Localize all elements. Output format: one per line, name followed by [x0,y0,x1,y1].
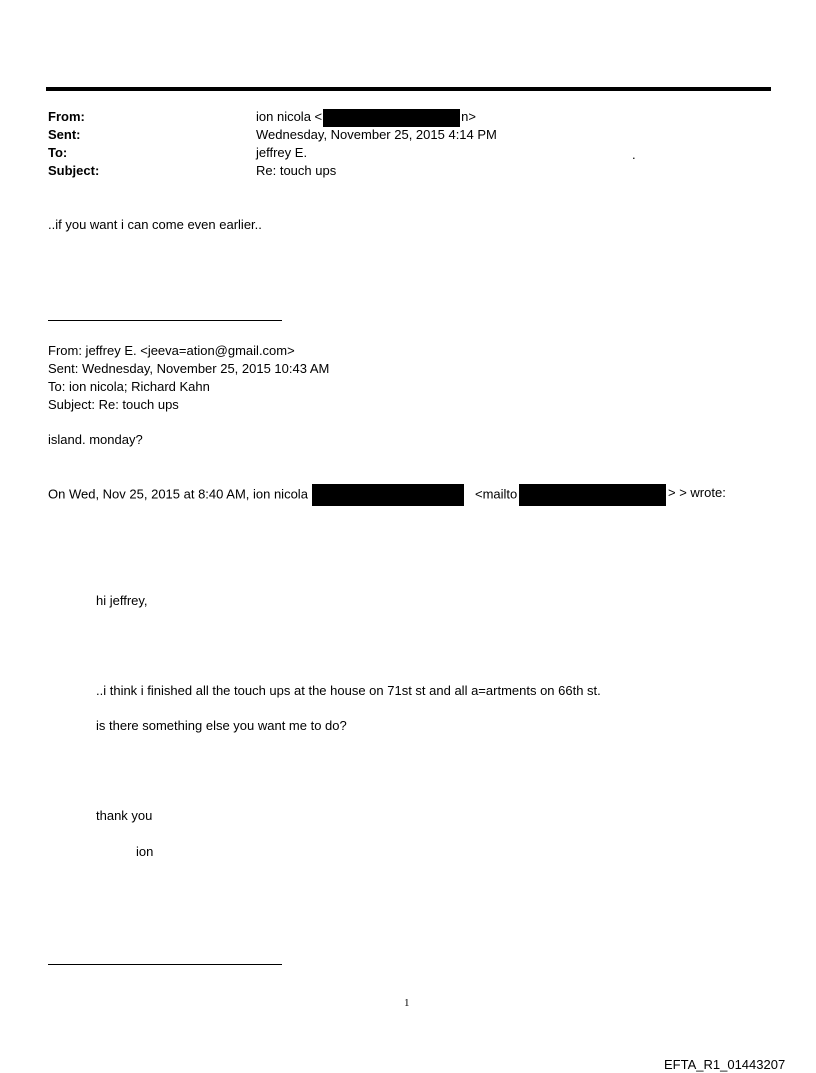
quoted-subject: Subject: Re: touch ups [48,397,179,412]
subject-label: Subject: [48,163,100,178]
sent-value: Wednesday, November 25, 2015 4:14 PM [256,127,497,142]
stray-mark: . [632,147,636,162]
from-name: ion nicola < [256,109,323,124]
quote-separator [48,320,282,321]
attribution-mailto-group [475,484,666,506]
signature: ion [136,844,154,859]
from-label: From: [48,109,85,124]
attribution-prefix: On Wed, Nov 25, 2015 at 8:40 AM, ion nicola [48,486,308,502]
sent-label: Sent: [48,127,81,142]
quoted-body: island. monday? [48,432,143,447]
from-value [256,108,476,127]
quoted-to: To: ion nicola; Richard Kahn [48,379,210,394]
redaction-box [519,484,666,506]
greeting: hi jeffrey, [96,593,148,608]
redaction-box [312,484,464,506]
header-rule [46,87,771,91]
redaction-box [323,109,460,127]
document-id: EFTA_R1_01443207 [664,1057,786,1072]
closing: thank you [96,808,153,823]
subject-value: Re: touch ups [256,163,337,178]
to-label: To: [48,145,68,160]
attribution-line [48,484,464,506]
to-value: jeffrey E. [256,145,308,160]
reply-body: ..if you want i can come even earlier.. [48,217,262,232]
quoted-sent: Sent: Wednesday, November 25, 2015 10:43 AM [48,361,330,376]
attribution-mailto: <mailto [475,486,518,502]
footnote-separator [48,964,282,965]
message-line-1: ..i think i finished all the touch ups at the house on 71st st and all a=artments on 66th st. [96,683,601,698]
from-email-tail: n> [461,109,476,124]
attribution-suffix: > > wrote: [668,485,726,500]
quoted-from: From: jeffrey E. <jeeva=ation@gmail.com> [48,343,295,358]
message-line-2: is there something else you want me to do? [96,718,347,733]
page-number: 1 [404,997,410,1009]
